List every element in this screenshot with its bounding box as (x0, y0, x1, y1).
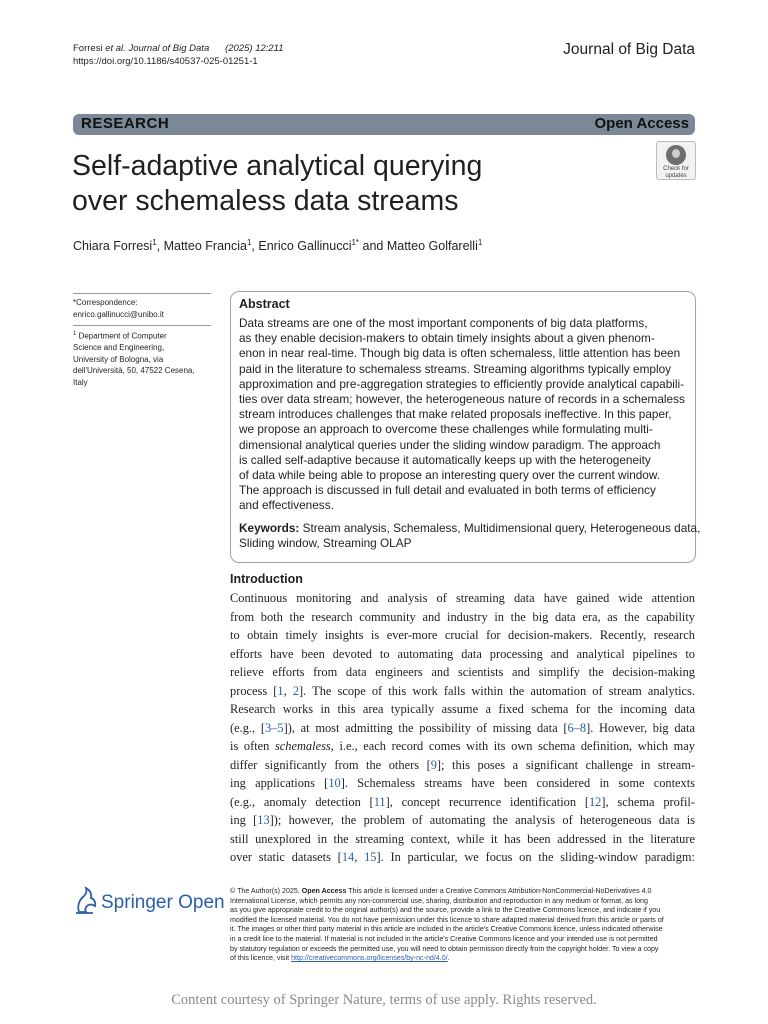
body-line (230, 793, 695, 812)
license-line (230, 954, 696, 964)
abstract-text (239, 316, 691, 514)
license-line (230, 887, 696, 897)
citation-link[interactable]: 3–5 (264, 720, 284, 735)
body-text-span: (e.g., anomaly detection [ (230, 794, 374, 809)
affiliation-text: Department of Computer (78, 331, 167, 341)
license-text (230, 887, 696, 964)
springer-open-wordmark (101, 892, 225, 914)
body-text-span: ]. In particular, we focus on the sliding-window paradigm: (376, 850, 695, 864)
body-text-span: , (283, 683, 293, 698)
body-line (230, 682, 695, 701)
body-line: still unexplored in the streaming context, while it has been addressed in the literature (230, 831, 695, 846)
introduction-body (230, 589, 695, 867)
keywords (239, 520, 701, 551)
affiliation-line: Science and Engineering, (73, 343, 165, 353)
body-text-span: ]), at most admitting the possibility of missing data [ (283, 720, 568, 735)
citation-link[interactable]: 9 (430, 757, 437, 772)
body-line (230, 811, 695, 830)
article-type-label: RESEARCH (81, 115, 170, 132)
citation-link[interactable]: 2 (292, 683, 300, 698)
body-text-span: differ significantly from the others [ (230, 757, 431, 772)
affiliation-line: dell'Università, 50, 47522 Cesena, (73, 366, 195, 376)
abstract-line: The approach is discussed in full detail and evaluated in both terms of efficiency (239, 483, 656, 498)
body-text-span: ], concept recurrence identification [ (385, 794, 589, 809)
abstract-heading: Abstract (239, 297, 290, 311)
license-line: as you give appropriate credit to the original author(s) and the source, provide a link to the Creative Commons licence, and indicate if you (230, 906, 661, 915)
citation-header (73, 42, 284, 68)
body-text-span: (e.g., [ (230, 720, 265, 735)
author-affil: 1 (152, 238, 157, 247)
open-word: Open (178, 892, 225, 913)
author-affil: 1* (351, 238, 360, 247)
body-text-span: ]. Schemaless streams have been considered in some contexts (340, 776, 696, 790)
sidebar-separator (73, 325, 211, 326)
open-access-label: Open Access (594, 115, 689, 132)
citation-link[interactable]: 11 (373, 794, 386, 809)
citation-link[interactable]: 13 (257, 813, 270, 827)
affiliation-line (73, 329, 211, 342)
body-line (230, 848, 695, 867)
abstract-box (230, 291, 701, 563)
body-text-span: ing applications [ (230, 776, 329, 790)
body-text-span: over static datasets [ (230, 850, 342, 864)
abstract-line: as they enable decision-makers to obtain timely insights about a given phenom- (239, 331, 655, 346)
license-span: . (447, 954, 450, 963)
abstract-line: paid in the literature to schemaless streams. Streaming algorithms typically employ (239, 361, 672, 376)
springer-horse-icon (73, 886, 99, 916)
badge-text-1: Check for (663, 166, 689, 172)
abstract-line: we propose an approach to overcome these challenges while formulating multi- (239, 422, 653, 437)
correspondence-label: *Correspondence: (73, 298, 138, 307)
author-name[interactable]: Chiara Forresi (73, 239, 153, 254)
body-text-span: is often (230, 739, 275, 753)
author-affil: 1 (246, 238, 252, 247)
citation-journal: et al. Journal of Big Data (105, 43, 210, 54)
body-line (230, 719, 695, 738)
author-name[interactable]: Enrico Gallinucci (258, 239, 352, 254)
abstract-line: dimensional analytical queries under the sliding window paradigm. The approach (239, 437, 661, 452)
body-text-span: ing [ (230, 813, 258, 827)
abstract-line: approximation and pre-aggregation strategies to efficiently provide analytical capabili- (239, 376, 685, 391)
license-span: of this licence, visit (230, 954, 292, 963)
keywords-label: Keywords: (239, 520, 300, 535)
license-line: in a credit line to the material. If material is not included in the article's Creative Commons licence and your intended use is not permitted (230, 934, 658, 943)
citation-link[interactable]: 1 (277, 683, 284, 698)
license-line: modified the licensed material. You do not have permission under this licence to share adapted material derived from this article or parts of (230, 915, 664, 924)
body-line: efforts have been devoted to automating data processing and analytical pipelines to (230, 646, 695, 661)
body-text-span: ]); however, the problem of automating the analysis of heterogeneous data is (269, 813, 695, 827)
body-text-span: ]; this poses a significant challenge in stream- (436, 757, 695, 772)
license-span: © The Author(s) 2025. (230, 887, 302, 895)
affiliation-sup: 1 (73, 331, 77, 337)
affiliation-line: Italy (73, 377, 88, 387)
author-affil: 1 (477, 238, 483, 247)
citation-link[interactable]: 12 (588, 794, 602, 809)
correspondence-email[interactable]: enrico.gallinucci@unibo.it (73, 309, 164, 319)
check-for-updates-badge[interactable] (656, 141, 696, 180)
license-link[interactable]: http://creativecommons.org/licenses/by-nc-nd/4.0/ (291, 954, 448, 963)
body-line: relieve efforts from data engineers and scientists and simplify the decision-making (230, 665, 695, 679)
body-line: Continuous monitoring and analysis of streaming data have gained wide attention (230, 591, 695, 605)
author-name[interactable]: Matteo Francia (163, 239, 247, 254)
sidebar-rule (73, 293, 211, 294)
body-line (230, 774, 695, 793)
abstract-line: ties over data stream; however, the heterogeneous nature of records in a schemaless (239, 392, 685, 407)
body-line: Research works in this area typically assume a fixed schema for the incoming data (230, 702, 695, 716)
body-line: to obtain timely insights is ever-more crucial for decision-makers. Recently, research (230, 628, 695, 642)
badge-text-2: updates (665, 173, 687, 179)
title-line-1: Self-adaptive analytical querying (72, 150, 483, 182)
citation-line (73, 42, 284, 55)
crossmark-icon (666, 145, 686, 165)
citation-link[interactable]: 15 (364, 850, 377, 864)
article-title (72, 149, 632, 219)
license-line: by statutory regulation or exceeds the permitted use, you will need to obtain permission directly from the copyright holder. To view a copy (230, 944, 659, 953)
correspondence-sidebar (73, 293, 211, 388)
abstract-line: enon in near real-time. Though big data is often schemaless, little attention has been (239, 346, 681, 361)
body-text-span: ], schema profil- (601, 794, 695, 809)
abstract-line: is called self-adaptive because it automatically keeps up with the heterogeneity (239, 452, 651, 467)
citation-year: (2025) 12:211 (225, 43, 284, 54)
author-name[interactable]: Matteo Golfarelli (386, 239, 478, 254)
body-text-span: , (354, 850, 365, 864)
title-line-2: over schemaless data streams (72, 185, 459, 217)
body-text-span: ]. However, big data (586, 720, 695, 735)
author-list: Chiara Forresi$^1$, Matteo Francia$^1$, Enrico Gallinucci$^{1*}$ and Matteo Golfarelli$^1$ (73, 238, 483, 254)
keywords-line-1 (239, 520, 701, 536)
journal-name: Journal of Big Data (563, 41, 695, 58)
citation-link[interactable]: 6–8 (567, 720, 587, 735)
abstract-line: and effectiveness. (239, 498, 334, 513)
body-line: from both the research community and industry in the big data era, as the capability (230, 609, 695, 624)
citation-authors: Forresi (73, 43, 103, 54)
body-text-span: ]. The scope of this work falls within the automation of stream analytics. (299, 683, 695, 698)
keywords-line-2: Sliding window, Streaming OLAP (239, 535, 412, 550)
affiliation (73, 329, 211, 388)
abstract-line: Data streams are one of the most important components of big data platforms, (239, 316, 648, 330)
license-line: International License, which permits any non-commercial use, sharing, distribution and reproduction in any medium or format, as long (230, 896, 648, 905)
affiliation-line: University of Bologna, via (73, 354, 164, 364)
doi-link[interactable]: https://doi.org/10.1186/s40537-025-01251-1 (73, 56, 258, 67)
license-line: it. The images or other third party material in this article are included in the article's Creative Commons licence, unless indicated otherwise (230, 925, 663, 934)
body-text-span: , i.e., each record comes with its own schema definition, which may (330, 739, 695, 753)
license-span: This article is licensed under a Creative Commons Attribution-NonCommercial-NoDerivatives 4.0 (346, 887, 652, 895)
body-line (230, 756, 695, 775)
citation-link[interactable]: 14 (341, 850, 355, 864)
article-type-bar (73, 114, 695, 135)
citation-link[interactable]: 10 (328, 776, 341, 790)
abstract-line: stream introduces challenges that make related proposals ineffective. In this paper, (239, 407, 672, 422)
abstract-line: of data while being able to propose an interesting query over the current window. (239, 468, 661, 483)
body-line (230, 737, 695, 756)
springer-word: Springer (101, 892, 173, 913)
keywords-text: Stream analysis, Schemaless, Multidimensional query, Heterogeneous data, (302, 520, 701, 535)
emphasis-text: schemaless (274, 739, 331, 753)
license-open-access: Open Access (301, 887, 347, 895)
body-text-span: process [ (230, 683, 278, 698)
introduction-heading: Introduction (230, 572, 303, 586)
page-footer: Content courtesy of Springer Nature, terms of use apply. Rights reserved. (171, 992, 597, 1008)
